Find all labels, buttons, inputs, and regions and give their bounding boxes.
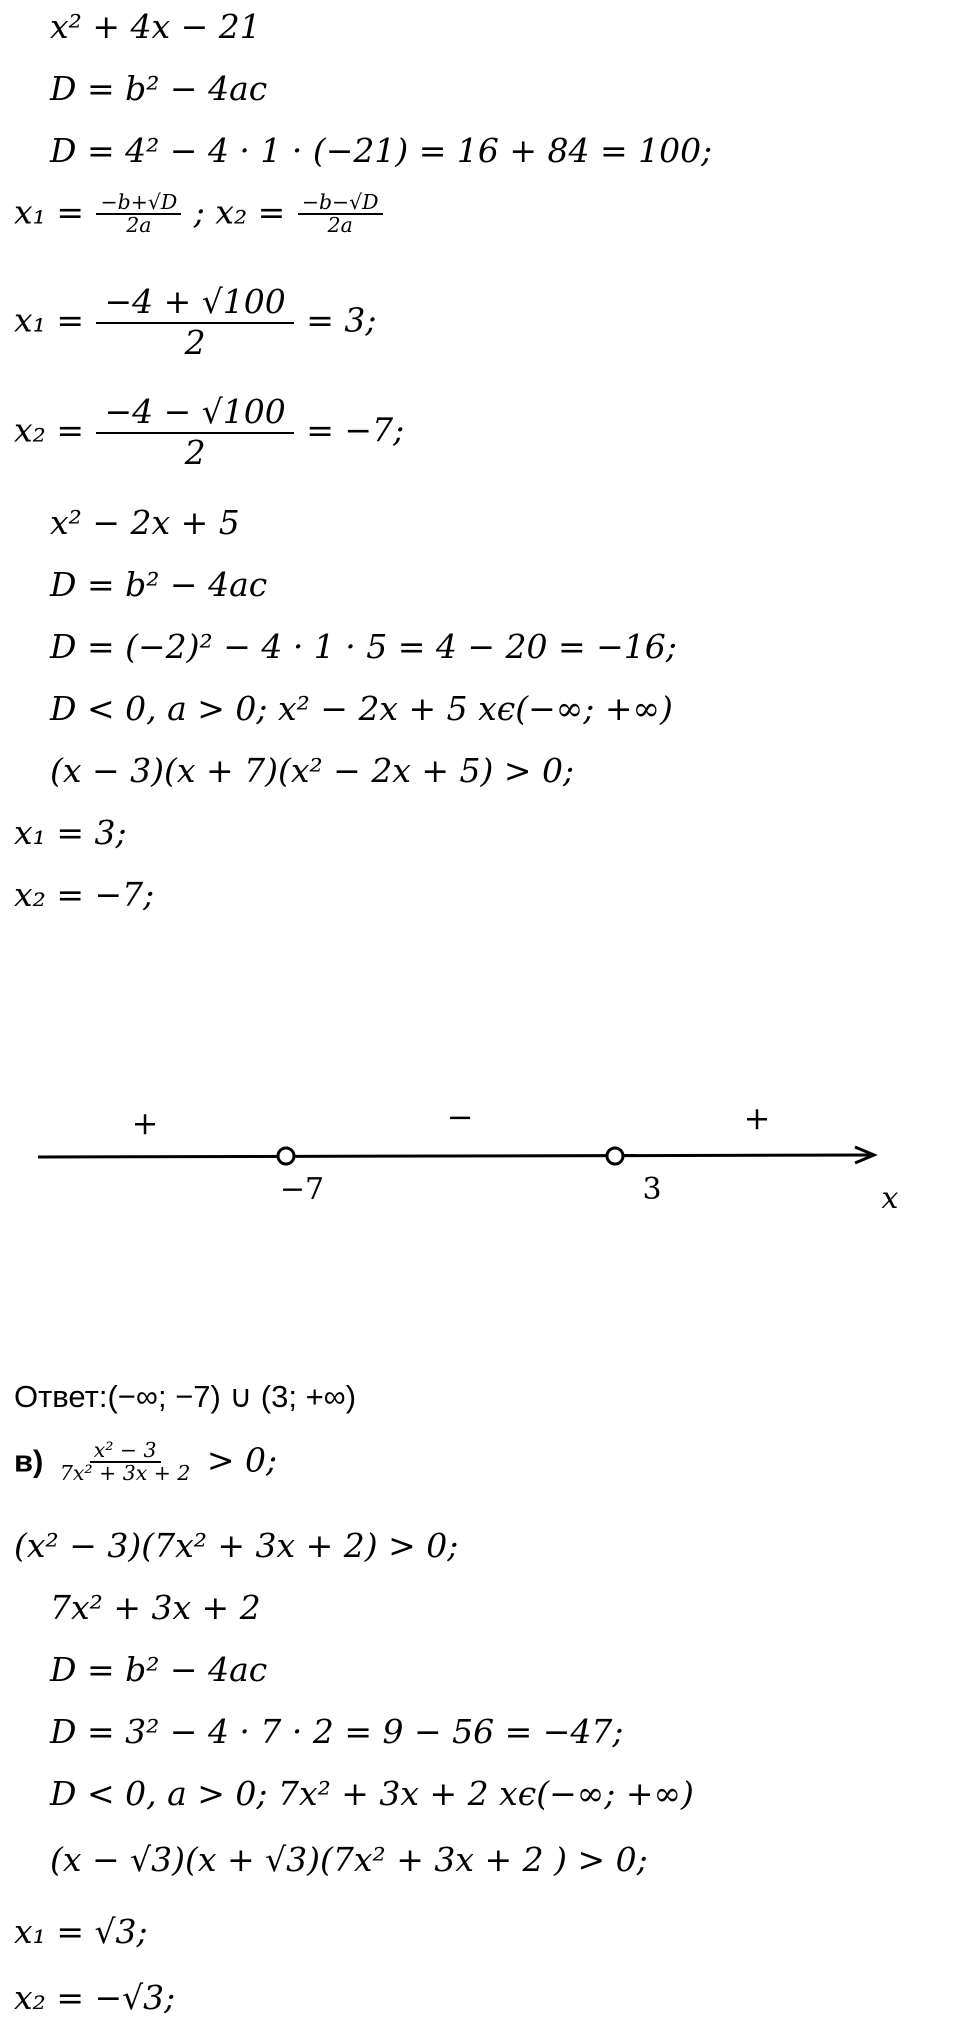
factored-inequality-2: (x − √3)(x + √3)(7x² + 3x + 2 ) > 0;	[50, 1840, 648, 1879]
root2-rhs: = −7;	[306, 410, 405, 450]
discriminant-calc-2: D = (−2)² − 4 · 1 · 5 = 4 − 20 = −16;	[50, 627, 677, 666]
discriminant-formula-2: D = b² − 4ac	[50, 565, 268, 604]
discriminant-calc-3: D = 3² − 4 · 7 · 2 = 9 − 56 = −47;	[50, 1712, 624, 1751]
part-b-inequality	[14, 1440, 277, 1485]
point-label-minus-7: −7	[279, 1172, 325, 1207]
root-x1-sqrt3: x₁ = √3;	[14, 1912, 148, 1951]
quadratic-expression-2: x² − 2x + 5	[50, 503, 240, 542]
interval-sign-left: +	[131, 1104, 159, 1142]
quadratic-expression-1: x² + 4x − 21	[50, 7, 261, 46]
discriminant-conclusion-3: D < 0, a > 0; 7x² + 3x + 2 xϵ(−∞; +∞)	[50, 1774, 694, 1813]
roots-formula-num1: −b+√D	[96, 192, 181, 215]
roots-formula-num2: −b−√D	[298, 192, 383, 215]
roots-formula-sep: ; x₂ =	[193, 192, 286, 232]
interval-sign-right: +	[743, 1099, 771, 1137]
part-b-numerator: x² − 3	[90, 1440, 161, 1463]
answer-line: Ответ:(−∞; −7) ∪ (3; +∞)	[14, 1379, 357, 1414]
roots-formula-den1: 2a	[126, 213, 152, 238]
root-x1: x₁ = 3;	[14, 813, 127, 852]
part-b-denominator: 7x² + 3x + 2	[59, 1461, 191, 1486]
open-point-minus-7	[278, 1148, 294, 1164]
root-x2-sqrt3: x₂ = −√3;	[14, 1978, 176, 2017]
root1-rhs: = 3;	[306, 300, 377, 340]
part-b-label: в)	[14, 1443, 44, 1479]
root1-calculation	[14, 283, 377, 362]
number-line-axis	[38, 1155, 870, 1157]
root2-calculation	[14, 393, 404, 472]
axis-label-x: x	[881, 1181, 899, 1216]
part-b-product-inequality: (x² − 3)(7x² + 3x + 2) > 0;	[14, 1526, 459, 1565]
root1-fraction	[96, 283, 293, 362]
root1-lhs: x₁ =	[14, 300, 84, 340]
point-label-3: 3	[642, 1172, 662, 1207]
root1-denominator: 2	[184, 322, 206, 362]
root2-denominator: 2	[184, 432, 206, 472]
quadratic-expression-3: 7x² + 3x + 2	[50, 1588, 261, 1627]
discriminant-conclusion-2: D < 0, a > 0; x² − 2x + 5 xϵ(−∞; +∞)	[50, 689, 673, 728]
root2-lhs: x₂ =	[14, 410, 84, 450]
roots-formula-lhs1: x₁ =	[14, 192, 84, 232]
part-b-fraction	[56, 1440, 195, 1485]
root1-numerator: −4 + √100	[96, 283, 293, 324]
root2-numerator: −4 − √100	[96, 393, 293, 434]
roots-formula-den2: 2a	[327, 213, 353, 238]
open-point-3	[607, 1148, 623, 1164]
discriminant-calc-1: D = 4² − 4 · 1 · (−21) = 16 + 84 = 100;	[50, 131, 713, 170]
discriminant-formula-3: D = b² − 4ac	[50, 1650, 268, 1689]
interval-sign-middle: −	[446, 1098, 474, 1136]
roots-formula-fraction-2	[298, 192, 383, 237]
root2-fraction	[96, 393, 293, 472]
root-x2: x₂ = −7;	[14, 875, 155, 914]
part-b-rhs: > 0;	[206, 1440, 278, 1480]
discriminant-formula-1: D = b² − 4ac	[50, 69, 268, 108]
roots-formula-fraction-1	[96, 192, 181, 237]
number-line-diagram	[0, 1090, 960, 1240]
roots-formula	[14, 192, 385, 237]
factored-inequality-1: (x − 3)(x + 7)(x² − 2x + 5) > 0;	[50, 751, 575, 790]
